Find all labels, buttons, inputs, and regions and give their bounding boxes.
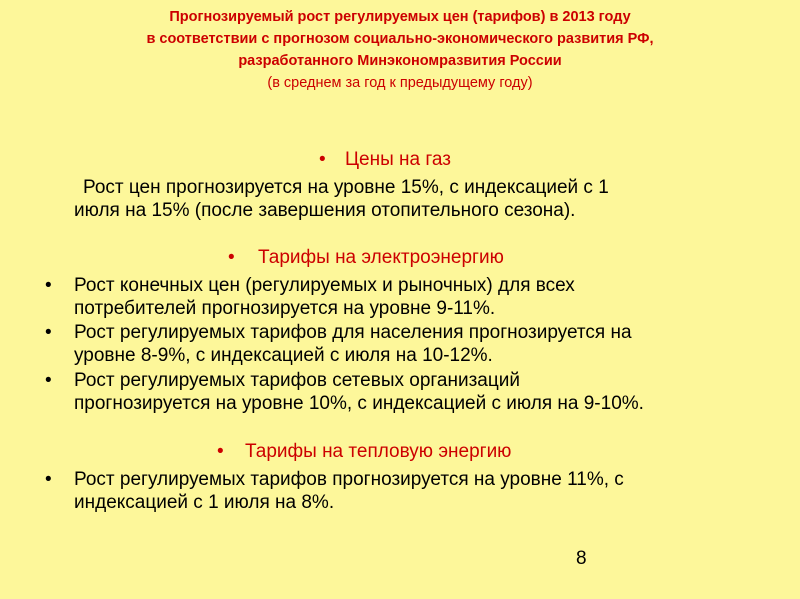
title-line-2: в соответствии с прогнозом социально-экономического развития РФ, (146, 31, 654, 47)
section-heading-electricity: Тарифы на электроэнергию (258, 247, 504, 268)
electricity-item-1-line-2: потребителей прогнозируется на уровне 9-11%. (74, 298, 496, 319)
bullet-dot: • (228, 247, 235, 268)
title-line-1: Прогнозируемый рост регулируемых цен (тарифов) в 2013 году (169, 9, 631, 25)
bullet-dot: • (45, 275, 52, 296)
section-heading-heat: Тарифы на тепловую энергию (245, 441, 512, 462)
electricity-item-1-line-1: Рост конечных цен (регулируемых и рыночных) для всех (74, 275, 575, 296)
heat-item-1-line-2: индексацией с 1 июля на 8%. (74, 492, 335, 513)
page-number: 8 (576, 548, 587, 569)
heat-item-1-line-1: Рост регулируемых тарифов прогнозируется на уровне 11%, с (74, 469, 624, 490)
gas-text-line-1: Рост цен прогнозируется на уровне 15%, с индексацией с 1 (83, 177, 609, 198)
electricity-item-3-line-1: Рост регулируемых тарифов сетевых организаций (74, 370, 520, 391)
bullet-dot: • (319, 149, 326, 170)
electricity-item-3-line-2: прогнозируется на уровне 10%, с индексацией с июля на 9-10%. (74, 393, 644, 414)
bullet-dot: • (217, 441, 224, 462)
electricity-item-2-line-1: Рост регулируемых тарифов для населения прогнозируется на (74, 322, 632, 343)
title-line-4: (в среднем за год к предыдущему году) (267, 75, 533, 91)
title-line-3: разработанного Минэкономразвития России (238, 53, 562, 69)
gas-text-line-2: июля на 15% (после завершения отопительного сезона). (74, 200, 576, 221)
electricity-item-2-line-2: уровне 8-9%, с индексацией с июля на 10-12%. (74, 345, 493, 366)
bullet-dot: • (45, 469, 52, 490)
bullet-dot: • (45, 322, 52, 343)
bullet-dot: • (45, 370, 52, 391)
slide-title (0, 6, 800, 94)
section-heading-gas: Цены на газ (345, 149, 451, 170)
